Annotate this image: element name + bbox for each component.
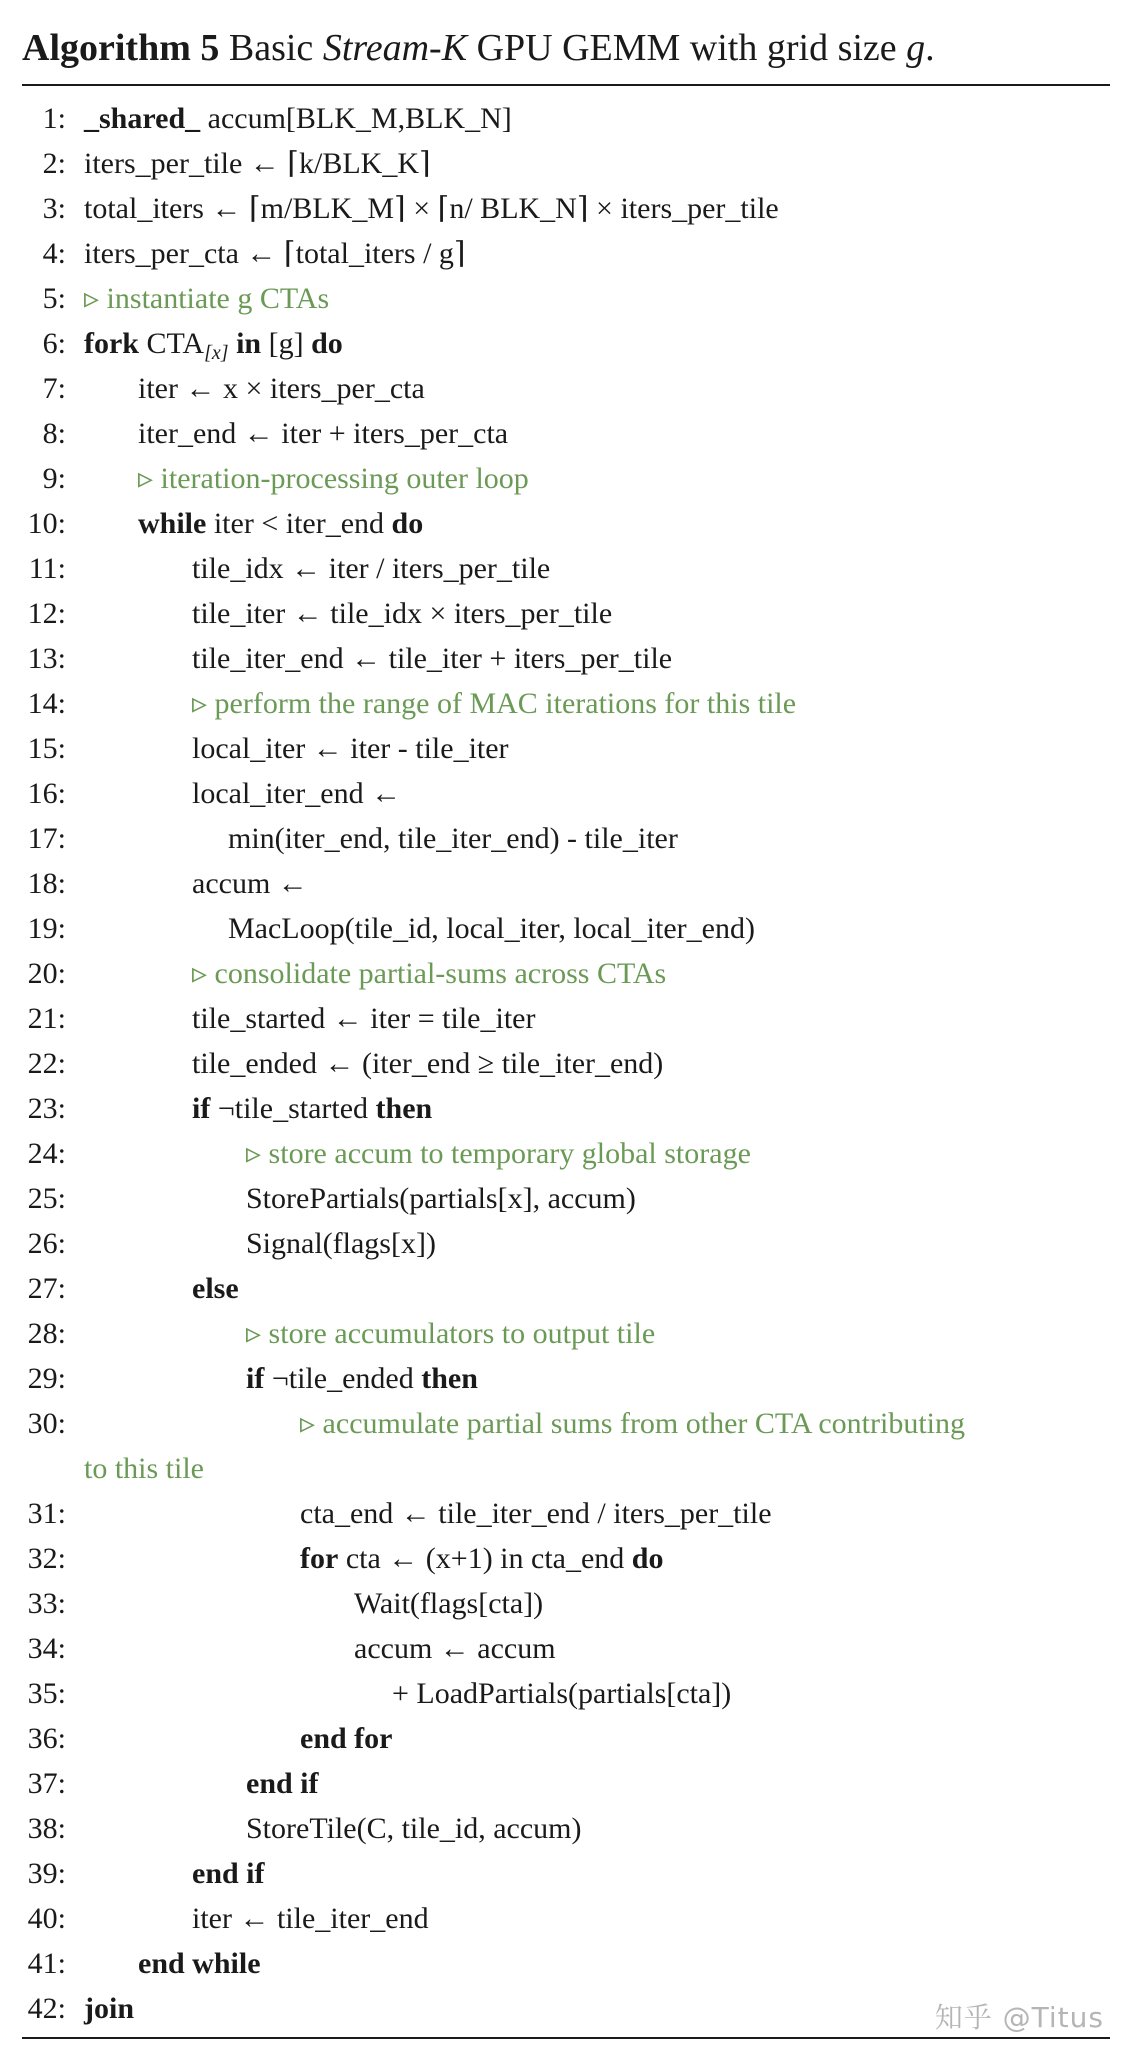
line-number: 22:	[27, 1047, 66, 1080]
code-text: tile_ended ← (iter_end ≥ tile_iter_end)	[192, 1047, 664, 1080]
keyword: end for	[300, 1722, 393, 1755]
line-code	[84, 96, 512, 141]
line-code	[300, 1491, 772, 1536]
code-text: tile_iter ← tile_idx × iters_per_tile	[192, 597, 613, 630]
line-number: 32:	[27, 1542, 66, 1575]
line-number: 35:	[27, 1677, 66, 1710]
keyword: then	[375, 1092, 433, 1125]
line-number: 6:	[42, 327, 66, 360]
line-code	[192, 591, 612, 636]
line-code	[228, 906, 755, 951]
algorithm-line	[22, 951, 1110, 996]
line-number: 29:	[27, 1362, 66, 1395]
algorithm-line	[22, 96, 1110, 141]
comment: to this tile	[84, 1452, 204, 1485]
algorithm-line	[22, 1761, 1110, 1806]
algorithm-line	[22, 996, 1110, 1041]
line-code	[192, 1041, 663, 1086]
algorithm-line	[22, 456, 1110, 501]
line-code	[192, 1896, 429, 1941]
line-number: 5:	[42, 282, 66, 315]
line-code	[192, 861, 308, 906]
keyword: join	[84, 1992, 135, 2025]
line-code	[192, 546, 550, 591]
algorithm-line	[22, 681, 1110, 726]
keyword: if	[246, 1362, 265, 1395]
code-text: tile_idx ← iter / iters_per_tile	[192, 552, 551, 585]
algorithm-lines	[22, 96, 1110, 2031]
line-number: 18:	[27, 867, 66, 900]
line-number: 16:	[27, 777, 66, 810]
algorithm-line	[22, 1131, 1110, 1176]
algorithm-line	[22, 591, 1110, 636]
line-code	[300, 1716, 393, 1761]
algorithm-line	[22, 1536, 1110, 1581]
algorithm-line	[22, 186, 1110, 231]
comment: ▹ iteration-processing outer loop	[138, 462, 529, 495]
code-text: iter ← x × iters_per_cta	[138, 372, 425, 405]
line-number: 3:	[42, 192, 66, 225]
keyword: end if	[246, 1767, 319, 1800]
line-number: 1:	[42, 102, 66, 135]
code-text: iter ← tile_iter_end	[192, 1902, 429, 1935]
line-code	[192, 681, 796, 726]
line-number: 21:	[27, 1002, 66, 1035]
line-number: 36:	[27, 1722, 66, 1755]
line-code	[246, 1806, 582, 1851]
subscript: [x]	[204, 342, 229, 364]
bottom-rule	[22, 2037, 1110, 2039]
line-code	[300, 1536, 663, 1581]
comment: ▹ consolidate partial-sums across CTAs	[192, 957, 667, 990]
line-number: 39:	[27, 1857, 66, 1890]
line-code	[228, 816, 678, 861]
code-text: ¬tile_ended	[264, 1362, 422, 1395]
algorithm-line	[22, 726, 1110, 771]
line-code	[354, 1581, 543, 1626]
keyword: while	[138, 507, 207, 540]
algorithm-line	[22, 1626, 1110, 1671]
line-number: 41:	[27, 1947, 66, 1980]
algorithm-line	[22, 816, 1110, 861]
line-number: 15:	[27, 732, 66, 765]
algorithm-line	[22, 1941, 1110, 1986]
algorithm-line	[22, 771, 1110, 816]
algorithm-title	[22, 22, 1110, 74]
algorithm-line	[22, 1356, 1110, 1401]
title-param: g	[906, 27, 926, 69]
keyword: then	[421, 1362, 478, 1395]
keyword: do	[311, 327, 343, 360]
keyword: end if	[192, 1857, 265, 1890]
line-number: 30:	[27, 1407, 66, 1440]
line-number: 19:	[27, 912, 66, 945]
line-code	[192, 726, 509, 771]
line-code	[138, 501, 423, 546]
line-code	[300, 1401, 965, 1446]
line-code	[192, 1851, 265, 1896]
comment: ▹ perform the range of MAC iterations for this tile	[192, 687, 797, 720]
keyword: do	[631, 1542, 664, 1575]
code-text: accum[BLK_M,BLK_N]	[200, 102, 512, 135]
algorithm-label: Algorithm 5	[22, 27, 220, 69]
algorithm-line	[22, 1581, 1110, 1626]
algorithm-line	[22, 1086, 1110, 1131]
line-number: 26:	[27, 1227, 66, 1260]
line-number: 42:	[27, 1992, 66, 2025]
code-text: iter < iter_end	[206, 507, 392, 540]
line-number: 23:	[27, 1092, 66, 1125]
algorithm-line	[22, 546, 1110, 591]
title-pre: Basic	[228, 27, 314, 69]
code-text	[229, 327, 237, 360]
code-text: CTA	[139, 327, 205, 360]
line-number: 17:	[27, 822, 66, 855]
keyword: end while	[138, 1947, 261, 1980]
title-end: .	[925, 27, 935, 69]
line-number: 33:	[27, 1587, 66, 1620]
line-number: 12:	[27, 597, 66, 630]
line-code	[138, 1941, 261, 1986]
keyword: do	[391, 507, 424, 540]
algorithm-line	[22, 501, 1110, 546]
line-code	[138, 411, 508, 456]
line-code	[84, 1446, 204, 1491]
code-text: min(iter_end, tile_iter_end) - tile_iter	[228, 822, 678, 855]
code-text: MacLoop(tile_id, local_iter, local_iter_end)	[228, 912, 755, 945]
keyword: in	[236, 327, 262, 360]
line-number: 4:	[42, 237, 66, 270]
code-text: accum ←	[192, 867, 308, 900]
algorithm-line	[22, 1446, 1110, 1491]
line-code	[246, 1221, 436, 1266]
code-text: ¬tile_started	[210, 1092, 376, 1125]
comment: ▹ store accum to temporary global storage	[246, 1137, 751, 1170]
algorithm-line	[22, 861, 1110, 906]
code-text: [g]	[261, 327, 312, 360]
line-number: 13:	[27, 642, 66, 675]
algorithm-line	[22, 411, 1110, 456]
line-number: 9:	[42, 462, 66, 495]
line-code	[192, 996, 535, 1041]
line-code	[392, 1671, 731, 1716]
line-code	[138, 456, 529, 501]
keyword: else	[192, 1272, 239, 1305]
keyword: if	[192, 1092, 211, 1125]
code-text: cta ← (x+1) in cta_end	[338, 1542, 632, 1575]
line-code	[192, 771, 401, 816]
line-number: 24:	[27, 1137, 66, 1170]
code-text: cta_end ← tile_iter_end / iters_per_tile	[300, 1497, 772, 1530]
line-code	[246, 1356, 478, 1401]
code-text: total_iters ← ⌈m/BLK_M⌉ × ⌈n/ BLK_N⌉ × iters_per_tile	[84, 192, 779, 225]
code-text: local_iter ← iter - tile_iter	[192, 732, 509, 765]
algorithm-line	[22, 1716, 1110, 1761]
line-number: 25:	[27, 1182, 66, 1215]
algorithm-line	[22, 366, 1110, 411]
algorithm-line	[22, 636, 1110, 681]
code-text: iters_per_tile ← ⌈k/BLK_K⌉	[84, 147, 431, 180]
algorithm-line	[22, 906, 1110, 951]
code-text: + LoadPartials(partials[cta])	[392, 1677, 732, 1710]
algorithm-line	[22, 1311, 1110, 1356]
line-number: 38:	[27, 1812, 66, 1845]
code-text: tile_started ← iter = tile_iter	[192, 1002, 536, 1035]
algorithm-line	[22, 1491, 1110, 1536]
line-code	[246, 1131, 751, 1176]
algorithm-line	[22, 321, 1110, 366]
code-text: Signal(flags[x])	[246, 1227, 436, 1260]
line-code	[246, 1176, 636, 1221]
line-number: 7:	[42, 372, 66, 405]
algorithm-line	[22, 1221, 1110, 1266]
algorithm-line	[22, 231, 1110, 276]
code-text: Wait(flags[cta])	[354, 1587, 544, 1620]
code-text: StoreTile(C, tile_id, accum)	[246, 1812, 582, 1845]
line-number: 2:	[42, 147, 66, 180]
title-post: GPU GEMM with grid size	[476, 27, 897, 69]
line-code	[84, 1986, 134, 2031]
algorithm-line	[22, 1041, 1110, 1086]
line-code	[192, 951, 666, 996]
code-text: iters_per_cta ← ⌈total_iters / g⌉	[84, 237, 466, 270]
comment: ▹ instantiate g CTAs	[84, 282, 330, 315]
algorithm-line	[22, 1401, 1110, 1446]
line-number: 14:	[27, 687, 66, 720]
algorithm-block	[22, 22, 1110, 2039]
line-number: 34:	[27, 1632, 66, 1665]
line-number: 37:	[27, 1767, 66, 1800]
algorithm-line	[22, 1851, 1110, 1896]
line-code	[138, 366, 425, 411]
code-text: iter_end ← iter + iters_per_cta	[138, 417, 509, 450]
algorithm-line	[22, 1896, 1110, 1941]
line-code	[192, 1086, 432, 1131]
line-number: 10:	[27, 507, 66, 540]
line-number: 8:	[42, 417, 66, 450]
code-text: StorePartials(partials[x], accum)	[246, 1182, 636, 1215]
line-code	[84, 186, 779, 231]
algorithm-line	[22, 141, 1110, 186]
algorithm-line	[22, 1266, 1110, 1311]
line-number: 40:	[27, 1902, 66, 1935]
line-code	[192, 1266, 239, 1311]
line-code	[354, 1626, 556, 1671]
code-text: local_iter_end ←	[192, 777, 402, 810]
line-number: 28:	[27, 1317, 66, 1350]
algorithm-line	[22, 1806, 1110, 1851]
line-number: 31:	[27, 1497, 66, 1530]
line-number: 20:	[27, 957, 66, 990]
line-number: 27:	[27, 1272, 66, 1305]
title-algorithm-name: Stream-K	[322, 27, 468, 69]
keyword: fork	[84, 327, 139, 360]
line-code	[246, 1761, 319, 1806]
comment: ▹ store accumulators to output tile	[246, 1317, 656, 1350]
line-code	[84, 231, 466, 276]
comment: ▹ accumulate partial sums from other CTA contributing	[300, 1407, 965, 1440]
line-code	[84, 141, 431, 186]
algorithm-line	[22, 1671, 1110, 1716]
code-text: accum ← accum	[354, 1632, 556, 1665]
line-code	[246, 1311, 655, 1356]
keyword: _shared_	[84, 102, 201, 135]
top-rule	[22, 84, 1110, 86]
keyword: for	[300, 1542, 339, 1575]
line-code	[84, 276, 329, 321]
code-text: tile_iter_end ← tile_iter + iters_per_tile	[192, 642, 673, 675]
line-code	[192, 636, 672, 681]
watermark: 知乎 @Titus	[934, 2001, 1104, 2034]
line-number: 11:	[28, 552, 66, 585]
algorithm-line	[22, 276, 1110, 321]
algorithm-line	[22, 1176, 1110, 1221]
